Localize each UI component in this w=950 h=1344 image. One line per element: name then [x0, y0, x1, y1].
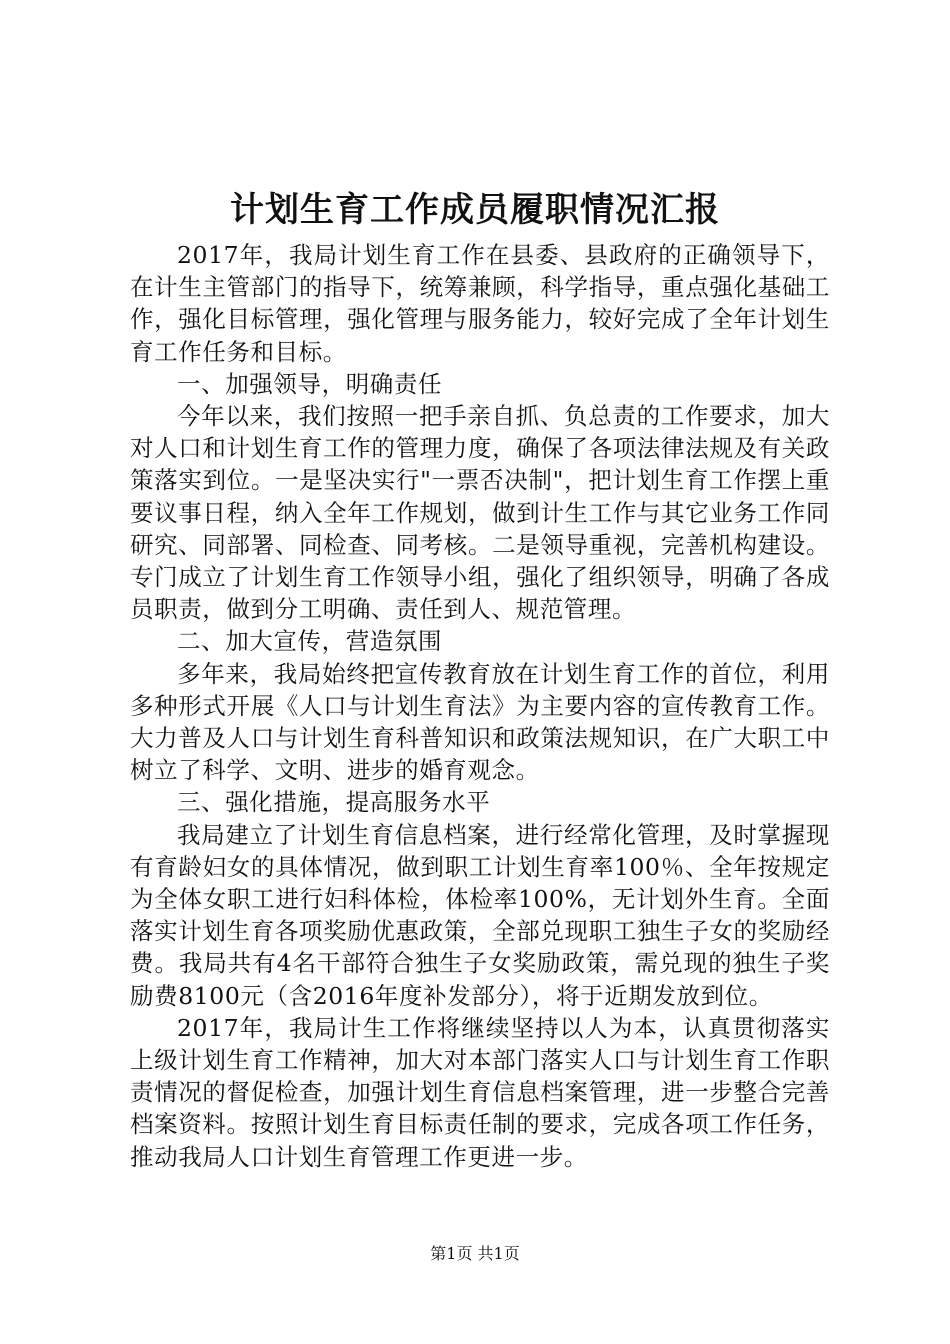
section-heading-1: 一、加强领导，明确责任 [177, 369, 443, 398]
document-title: 计划生育工作成员履职情况汇报 [230, 190, 720, 230]
paragraph-section-2: 多年来，我局始终把宣传教育放在计划生育工作的首位，利用多种形式开展《人口与计划生育法》为主要内容的宣传教育工作。大力普及人口与计划生育科普知识和政策法规知识，在广大职工中树立了科学、文明、进步的婚育观念。 [130, 659, 830, 785]
page-footer: 第1页 共1页 [430, 1244, 520, 1263]
document-body [130, 239, 830, 1173]
paragraph-section-1: 今年以来，我们按照一把手亲自抓、负总责的工作要求，加大对人口和计划生育工作的管理力度，确保了各项法律法规及有关政策落实到位。一是坚决实行"一票否决制"，把计划生育工作摆上重要议事日程，纳入全年工作规划，做到计生工作与其它业务工作同研究、同部署、同检查、同考核。二是领导重视，完善机构建设。专门成立了计划生育工作领导小组，强化了组织领导，明确了各成员职责，做到分工明确、责任到人、规范管理。 [130, 402, 830, 624]
paragraph-section-3: 我局建立了计划生育信息档案，进行经常化管理，及时掌握现有育龄妇女的具体情况，做到职工计划生育率100％、全年按规定为全体女职工进行妇科体检，体检率100%，无计划外生育。全面落实计划生育各项奖励优惠政策，全部兑现职工独生子女的奖励经费。我局共有4名干部符合独生子女奖励政策，需兑现的独生子奖励费8100元（含2016年度补发部分），将于近期发放到位。 [130, 820, 830, 1010]
section-heading-2: 二、加大宣传，营造氛围 [177, 627, 443, 656]
paragraph-intro: 2017年，我局计划生育工作在县委、县政府的正确领导下，在计生主管部门的指导下，统筹兼顾，科学指导，重点强化基础工作，强化目标管理，强化管理与服务能力，较好完成了全年计划生育工作任务和目标。 [130, 241, 830, 366]
paragraph-conclusion: 2017年，我局计生工作将继续坚持以人为本，认真贯彻落实上级计划生育工作精神，加大对本部门落实人口与计划生育工作职责情况的督促检查，加强计划生育信息档案管理，进一步整合完善档案资料。按照计划生育目标责任制的要求，完成各项工作任务，推动我局人口计划生育管理工作更进一步。 [130, 1013, 830, 1171]
section-heading-3: 三、强化措施，提高服务水平 [177, 788, 491, 817]
